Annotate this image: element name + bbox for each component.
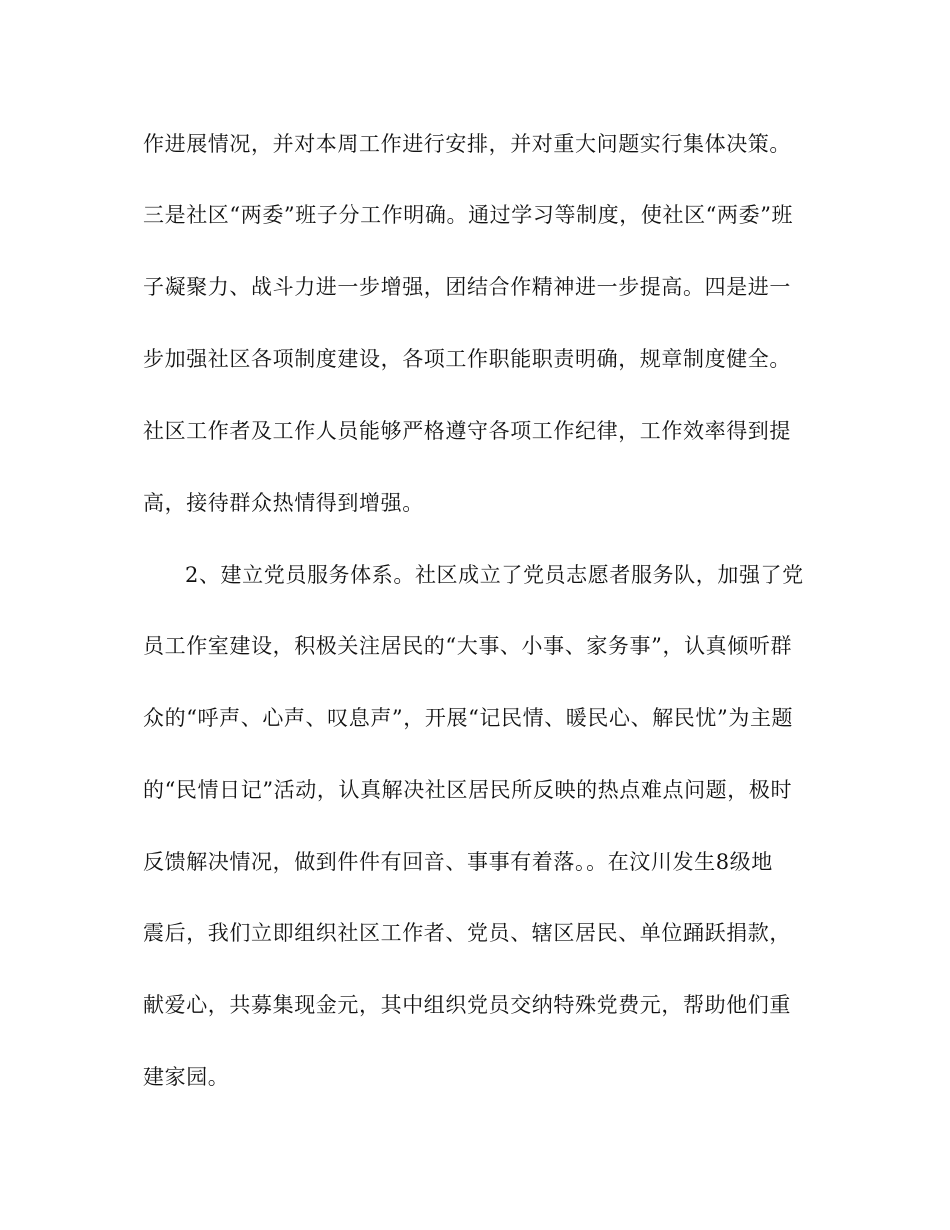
paragraph-2-line-6: 震后，我们立即组织社区工作者、党员、辖区居民、单位踊跃捐款， xyxy=(143,921,791,945)
paragraph-line-2: 三是社区“两委”班子分工作明确。通过学习等制度，使社区“两委”班 xyxy=(143,203,794,227)
paragraph-line-3: 子凝聚力、战斗力进一步增强，团结合作精神进一步提高。四是进一 xyxy=(143,275,791,299)
paragraph-line-6: 高，接待群众热情得到增强。 xyxy=(143,491,424,515)
paragraph-2-line-3: 众的“呼声、心声、叹息声”，开展“记民情、暖民心、解民忧”为主题 xyxy=(143,706,794,730)
paragraph-2-line-8: 建家园。 xyxy=(143,1065,230,1089)
paragraph-line-1: 作进展情况，并对本周工作进行安排，并对重大问题实行集体决策。 xyxy=(143,132,791,156)
paragraph-line-5: 社区工作者及工作人员能够严格遵守各项工作纪律，工作效率得到提 xyxy=(143,419,791,443)
paragraph-2-line-5: 反馈解决情况，做到件件有回音、事事有着落。。在汶川发生8级地 xyxy=(143,850,773,874)
paragraph-2-line-4: 的“民情日记”活动，认真解决社区居民所反映的热点难点问题，极时 xyxy=(143,778,793,802)
paragraph-2-line-2: 员工作室建设，积极关注居民的“大事、小事、家务事”，认真倾听群 xyxy=(143,634,793,658)
paragraph-2-line-7: 献爱心，共募集现金元，其中组织党员交纳特殊党费元，帮助他们重 xyxy=(143,993,791,1017)
paragraph-2-line-1: 2、建立党员服务体系。社区成立了党员志愿者服务队，加强了党 xyxy=(185,563,804,587)
paragraph-line-4: 步加强社区各项制度建设，各项工作职能职责明确，规章制度健全。 xyxy=(143,347,791,371)
